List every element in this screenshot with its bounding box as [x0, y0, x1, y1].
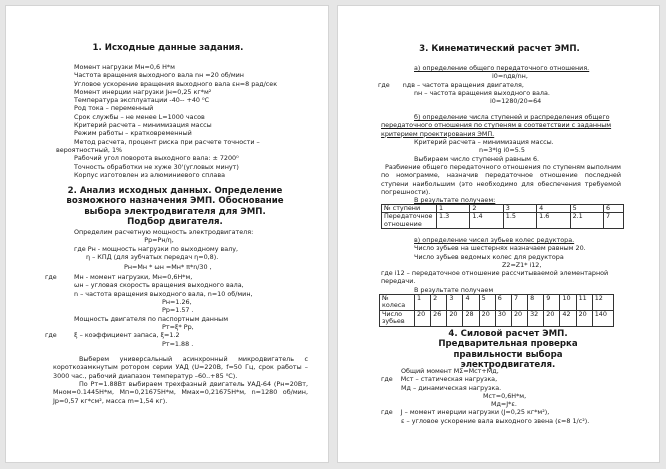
table-cell: 3	[503, 205, 536, 213]
paragraph-nomogram: Разбиение общего передаточного отношения по ступеням выполним по номограмме, назначив передаточное отношение последней ступени наибольшим (это необходимо для обеспечения требуемой погрешности).	[381, 163, 621, 196]
table-cell: № колеса	[380, 295, 415, 311]
table-cell: 2.1	[570, 213, 603, 229]
table-cell: 20	[447, 310, 463, 326]
table-cell: 7	[603, 213, 623, 229]
section-2-title: 2. Анализ исходных данных. Определение возможного назначения ЭМП. Обоснование выбора электродвигателя для ЭМП. Подбор двигателя.	[66, 186, 284, 227]
stages-table	[381, 204, 624, 229]
table-cell: 6	[495, 295, 511, 311]
text-line: В результате получаем:	[414, 196, 496, 204]
text-where-i12: где i12 – передаточное отношение рассчитываемой элементарной передачи.	[381, 269, 609, 286]
param-line: Момент инерции нагрузки Jн=0,25 кг*м²	[74, 87, 212, 96]
where-label: где	[381, 408, 393, 417]
table-cell: № ступени	[382, 205, 437, 213]
table-cell: 12	[592, 295, 613, 311]
table-cell: 20	[511, 310, 527, 326]
param-line: Критерий расчета – минимизация массы	[74, 121, 212, 130]
where-label: где	[45, 331, 57, 340]
where-label: где	[378, 80, 390, 89]
subsection-a-heading: а) определение общего передаточного отношения.	[414, 64, 590, 72]
table-cell: 4	[537, 205, 570, 213]
text-line: nн – частота вращения выходного вала.	[414, 88, 550, 97]
section-1-title: 1. Исходные данные задания.	[92, 43, 244, 53]
table-cell: 1	[437, 205, 470, 213]
table-cell: 1	[415, 295, 431, 311]
table-cell: 10	[560, 295, 576, 311]
formula: Pт=ξ* Pр,	[162, 322, 194, 331]
text-line: Мощность двигателя по паспортным данным	[74, 314, 229, 323]
formula: Pн=Mн * ωн =Mн* π*n/30 ,	[124, 263, 212, 272]
table-cell: 140	[592, 310, 613, 326]
formula: Pн=1.26,	[162, 298, 192, 307]
table-cell: 30	[495, 310, 511, 326]
table-row	[382, 213, 624, 229]
param-line: Температура эксплуатации -40-- +40 ⁰C	[74, 96, 210, 105]
table-row	[380, 310, 614, 326]
text-line: Число зубьев на шестернях назначаем равным 20.	[414, 244, 586, 253]
table-cell: 2	[470, 205, 503, 213]
formula: Mст=0,6Н*м,	[483, 391, 527, 400]
table-cell: 32	[528, 310, 544, 326]
table-cell: 20	[576, 310, 592, 326]
teeth-table	[379, 294, 614, 327]
table-cell: 7	[511, 295, 527, 311]
table-cell: 20	[479, 310, 495, 326]
section-2-body	[45, 228, 314, 348]
param-line: Угловое ускорение вращения выходного вала εн=8 рад/сек	[74, 79, 278, 88]
paragraph-motor-specs: По Pт=1.88Вт выбираем трехфазный двигатель УАД-64 (Pн=20Вт, Mном=0.1445Н*м, Mп=0,21675Н*м, Mмах=0,21675Н*м, n=1280 об/мин, Jр=0,57 кг*см², масса m=1,54 кг).	[53, 380, 308, 405]
table-row	[380, 295, 614, 311]
param-line: Точность обработки не хуже 30'(угловых минут)	[74, 162, 239, 171]
formula: Z2=Z1* i12,	[502, 260, 542, 269]
text-line: Критерий расчета – минимизация массы.	[414, 138, 554, 146]
text-line: Определим расчетную мощность электродвигателя:	[74, 228, 254, 236]
table-cell: 2	[431, 295, 447, 311]
param-line: Частота вращения выходного вала nн =20 об/мин	[74, 71, 244, 80]
subsection-c-heading: в) определение чисел зубьев колес редуктора.	[414, 236, 575, 244]
text-line: n – частота вращения выходного вала, n=10 об/мин,	[74, 289, 253, 298]
param-line: вероятностный, 1%	[56, 145, 123, 154]
table-cell: 26	[431, 310, 447, 326]
table-cell: Число зубьев	[380, 310, 415, 326]
section-1-params	[56, 63, 314, 179]
where-label: где	[381, 375, 393, 384]
formula: Mд=J*ε.	[491, 400, 517, 409]
text-line: Mд – динамическая нагрузка.	[401, 383, 502, 392]
text-line: Mн - момент нагрузки, Mн=0,6Н*м,	[74, 273, 193, 282]
text-line: J – момент инерции нагрузки (J=0,25 кг*м²),	[400, 408, 550, 417]
table-cell: 1.5	[503, 213, 536, 229]
table-cell: 11	[576, 295, 592, 311]
table-cell: 5	[479, 295, 495, 311]
paragraph-motor-choice: Выберем универсальный асинхронный микродвигатель с короткозамкнутым ротором серии УАД (U=220В, f=50 Гц, срок работы – 3000 час., рабочий диапазон температур –60..+85 ⁰C).	[53, 355, 308, 380]
table-cell: 3	[447, 295, 463, 311]
table-cell: Передаточное отношение	[382, 213, 437, 229]
text-line: nдв – частота вращения двигателя,	[402, 80, 524, 89]
table-cell: 1.6	[537, 213, 570, 229]
table-cell: 1.4	[470, 213, 503, 229]
table-cell: 20	[415, 310, 431, 326]
text-line: где Pн - мощность нагрузки по выходному валу,	[74, 244, 239, 253]
text-line: Выбираем число ступеней равным 6.	[414, 154, 540, 163]
section-4-title: 4. Силовой расчет ЭМП. Предварительная проверка правильности выбора электродвигателя.	[438, 329, 578, 370]
text-line: В результате получаем	[414, 286, 494, 294]
text-line: ωн – угловая скорость вращения выходного вала,	[74, 281, 244, 290]
table-cell: 9	[544, 295, 560, 311]
text-line: Mст – статическая нагрузка,	[400, 375, 498, 384]
formula: i0=1280/20=64	[490, 97, 542, 106]
formula: i0=nдв/nн,	[492, 72, 528, 81]
formula: n=3*lg i0=5.5	[479, 146, 525, 155]
document-page-right	[337, 5, 660, 463]
text-line: Общий момент MΣ=Mст+Mд,	[401, 367, 499, 375]
param-line: Режим работы – кратковременный	[74, 129, 192, 138]
formula: Pт=1.88 .	[162, 339, 194, 348]
param-line: Род тока – переменный	[74, 104, 154, 113]
where-label: где	[45, 273, 57, 282]
table-cell: 4	[463, 295, 479, 311]
table-cell: 6	[603, 205, 623, 213]
section-3-title: 3. Кинематический расчет ЭМП.	[419, 44, 580, 54]
text-line: η – КПД (для зубчатых передач η=0,8).	[86, 252, 219, 261]
table-cell: 42	[560, 310, 576, 326]
param-line: Момент нагрузки Mн=0,6 Н*м	[74, 63, 175, 71]
section-4-body	[381, 367, 641, 425]
text-line: ξ – коэффициент запаса, ξ=1.2	[74, 331, 180, 340]
text-line: ε – угловое ускорение вала выходного звена (ε=8 1/с²).	[401, 416, 590, 425]
formula: Pр=Pн/η,	[144, 236, 174, 245]
param-line: Рабочий угол поворота выходного вала: ± 7200⁰	[74, 154, 239, 163]
param-line: Срок службы – не менее L=1000 часов	[74, 112, 205, 121]
text-line: Число зубьев ведомых колес для редуктора	[414, 252, 564, 261]
table-cell: 28	[463, 310, 479, 326]
document-page-left	[5, 5, 329, 463]
table-cell: 1.3	[437, 213, 470, 229]
param-line: Корпус изготовлен из алюминиевого сплава	[74, 170, 226, 179]
subsection-b-heading: б) определение числа ступеней и распределения общего передаточного отношения по ступеням в соответствии с заданным критерием проектирования ЭМП.	[381, 113, 612, 138]
formula: Pр=1.57 .	[162, 306, 194, 315]
param-line: Метод расчета, процент риска при расчете точности –	[74, 137, 260, 146]
table-cell: 20	[544, 310, 560, 326]
table-cell: 5	[570, 205, 603, 213]
table-cell: 8	[528, 295, 544, 311]
